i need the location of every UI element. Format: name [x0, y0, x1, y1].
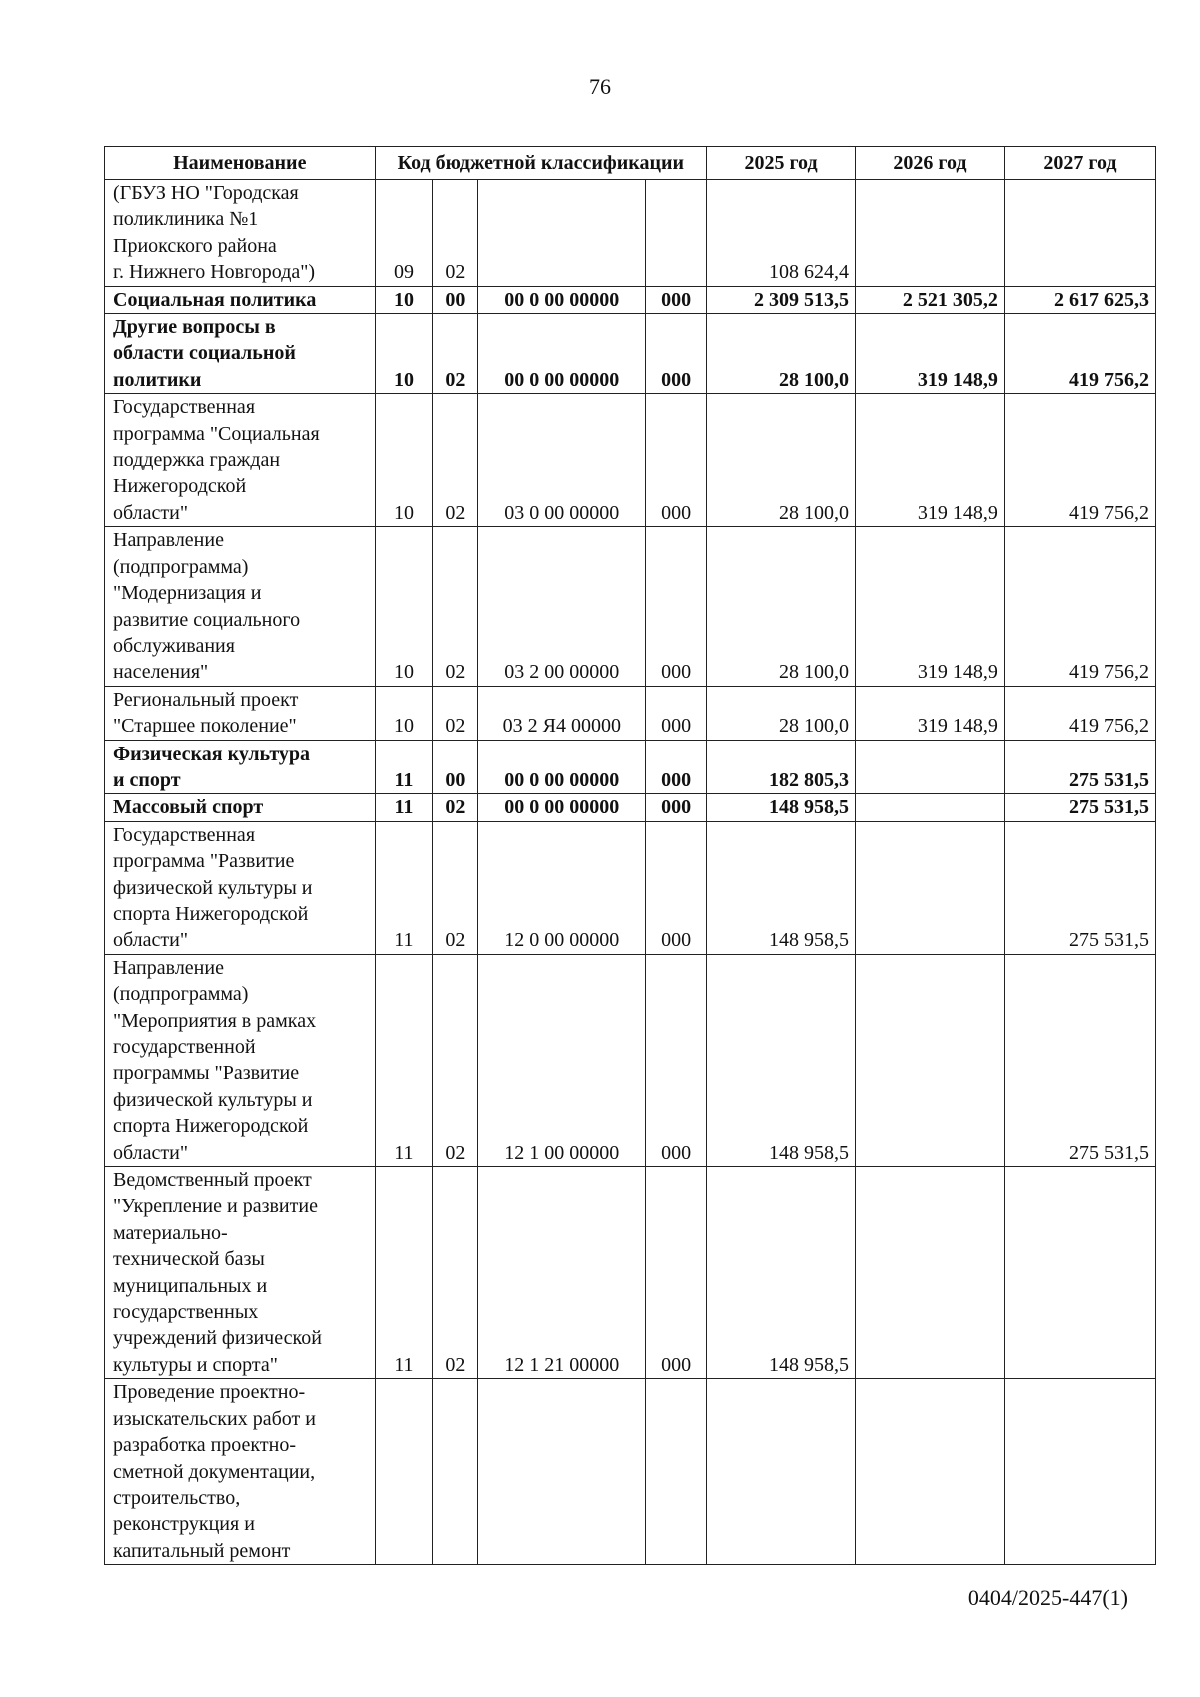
cell-target-article: 00 0 00 00000	[478, 794, 646, 821]
cell-subsection: 02	[433, 954, 478, 1166]
cell-target-article: 00 0 00 00000	[478, 740, 646, 794]
cell-target-article	[478, 180, 646, 287]
cell-target-article	[478, 1379, 646, 1565]
cell-2027: 275 531,5	[1004, 954, 1155, 1166]
cell-subsection: 02	[433, 821, 478, 954]
page-number: 76	[589, 74, 611, 99]
cell-target-article: 03 2 00 00000	[478, 527, 646, 686]
cell-2025: 28 100,0	[707, 394, 856, 527]
cell-2027	[1004, 1167, 1155, 1379]
cell-2026	[855, 1379, 1004, 1565]
cell-section: 10	[375, 686, 433, 740]
table-row	[105, 394, 1156, 527]
table-row	[105, 1379, 1156, 1565]
cell-2027	[1004, 1379, 1155, 1565]
cell-name: Направление (подпрограмма) "Мероприятия в рамках государственной программы "Развитие физической культуры и спорта Нижегородской области"	[105, 954, 376, 1166]
cell-section: 11	[375, 954, 433, 1166]
cell-2027	[1004, 180, 1155, 287]
cell-subsection: 02	[433, 180, 478, 287]
cell-name: Ведомственный проект "Укрепление и развитие материально- технической базы муниципальных и государственных учреждений физической культуры и спорта"	[105, 1167, 376, 1379]
cell-2026	[855, 1167, 1004, 1379]
cell-expense-type: 000	[646, 314, 707, 394]
cell-name: Государственная программа "Социальная поддержка граждан Нижегородской области"	[105, 394, 376, 527]
cell-expense-type: 000	[646, 527, 707, 686]
cell-expense-type: 000	[646, 740, 707, 794]
cell-expense-type: 000	[646, 954, 707, 1166]
cell-subsection: 00	[433, 740, 478, 794]
cell-2027: 275 531,5	[1004, 794, 1155, 821]
cell-section: 09	[375, 180, 433, 287]
cell-2026	[855, 740, 1004, 794]
cell-section: 10	[375, 314, 433, 394]
cell-expense-type	[646, 180, 707, 287]
cell-subsection: 02	[433, 1167, 478, 1379]
cell-target-article: 12 1 21 00000	[478, 1167, 646, 1379]
table-row	[105, 794, 1156, 821]
cell-name: (ГБУЗ НО "Городская поликлиника №1 Приокского района г. Нижнего Новгорода")	[105, 180, 376, 287]
header-2027: 2027 год	[1004, 147, 1155, 180]
cell-section	[375, 1379, 433, 1565]
cell-2027: 275 531,5	[1004, 740, 1155, 794]
cell-subsection: 02	[433, 527, 478, 686]
table-row	[105, 286, 1156, 313]
cell-expense-type: 000	[646, 286, 707, 313]
cell-2026	[855, 180, 1004, 287]
header-name: Наименование	[105, 147, 376, 180]
table-header-row	[105, 147, 1156, 180]
cell-subsection: 02	[433, 394, 478, 527]
cell-2026: 319 148,9	[855, 394, 1004, 527]
document-code: 0404/2025-447(1)	[967, 1585, 1128, 1610]
header-2026: 2026 год	[855, 147, 1004, 180]
cell-name: Направление (подпрограмма) "Модернизация и развитие социального обслуживания населения"	[105, 527, 376, 686]
cell-section: 11	[375, 821, 433, 954]
cell-section: 11	[375, 740, 433, 794]
cell-name: Физическая культура и спорт	[105, 740, 376, 794]
cell-name: Проведение проектно- изыскательских работ и разработка проектно- сметной документации, строительство, реконструкция и капитальный ремонт	[105, 1379, 376, 1565]
header-2025: 2025 год	[707, 147, 856, 180]
cell-2025: 148 958,5	[707, 794, 856, 821]
cell-name: Социальная политика	[105, 286, 376, 313]
cell-2026: 2 521 305,2	[855, 286, 1004, 313]
cell-subsection	[433, 1379, 478, 1565]
budget-table	[104, 146, 1156, 1565]
cell-2025: 28 100,0	[707, 686, 856, 740]
cell-2026: 319 148,9	[855, 527, 1004, 686]
cell-2025: 108 624,4	[707, 180, 856, 287]
cell-2026: 319 148,9	[855, 686, 1004, 740]
cell-expense-type: 000	[646, 394, 707, 527]
table-row	[105, 686, 1156, 740]
cell-2026: 319 148,9	[855, 314, 1004, 394]
cell-subsection: 02	[433, 686, 478, 740]
cell-expense-type: 000	[646, 794, 707, 821]
table-row	[105, 1167, 1156, 1379]
cell-expense-type: 000	[646, 821, 707, 954]
cell-2025	[707, 1379, 856, 1565]
cell-2025: 148 958,5	[707, 954, 856, 1166]
table-row	[105, 527, 1156, 686]
cell-2027: 419 756,2	[1004, 394, 1155, 527]
cell-name: Массовый спорт	[105, 794, 376, 821]
table-row	[105, 740, 1156, 794]
table-row	[105, 821, 1156, 954]
cell-2025: 148 958,5	[707, 821, 856, 954]
cell-target-article: 00 0 00 00000	[478, 286, 646, 313]
cell-2025: 182 805,3	[707, 740, 856, 794]
cell-expense-type: 000	[646, 686, 707, 740]
cell-2027: 2 617 625,3	[1004, 286, 1155, 313]
cell-expense-type	[646, 1379, 707, 1565]
cell-expense-type: 000	[646, 1167, 707, 1379]
cell-section: 10	[375, 286, 433, 313]
cell-2025: 2 309 513,5	[707, 286, 856, 313]
cell-name: Региональный проект "Старшее поколение"	[105, 686, 376, 740]
cell-target-article: 03 0 00 00000	[478, 394, 646, 527]
table-row	[105, 314, 1156, 394]
cell-target-article: 00 0 00 00000	[478, 314, 646, 394]
cell-subsection: 02	[433, 314, 478, 394]
cell-2026	[855, 821, 1004, 954]
cell-section: 11	[375, 1167, 433, 1379]
cell-section: 10	[375, 527, 433, 686]
cell-target-article: 12 1 00 00000	[478, 954, 646, 1166]
cell-2025: 28 100,0	[707, 314, 856, 394]
cell-target-article: 12 0 00 00000	[478, 821, 646, 954]
cell-section: 11	[375, 794, 433, 821]
cell-2027: 275 531,5	[1004, 821, 1155, 954]
cell-subsection: 02	[433, 794, 478, 821]
cell-2027: 419 756,2	[1004, 527, 1155, 686]
table-row	[105, 180, 1156, 287]
cell-subsection: 00	[433, 286, 478, 313]
cell-2027: 419 756,2	[1004, 314, 1155, 394]
cell-name: Другие вопросы в области социальной политики	[105, 314, 376, 394]
cell-target-article: 03 2 Я4 00000	[478, 686, 646, 740]
cell-name: Государственная программа "Развитие физической культуры и спорта Нижегородской области"	[105, 821, 376, 954]
cell-2027: 419 756,2	[1004, 686, 1155, 740]
cell-2025: 148 958,5	[707, 1167, 856, 1379]
header-code: Код бюджетной классификации	[375, 147, 706, 180]
cell-2026	[855, 794, 1004, 821]
cell-2026	[855, 954, 1004, 1166]
table-row	[105, 954, 1156, 1166]
table-body	[105, 180, 1156, 1565]
cell-section: 10	[375, 394, 433, 527]
cell-2025: 28 100,0	[707, 527, 856, 686]
